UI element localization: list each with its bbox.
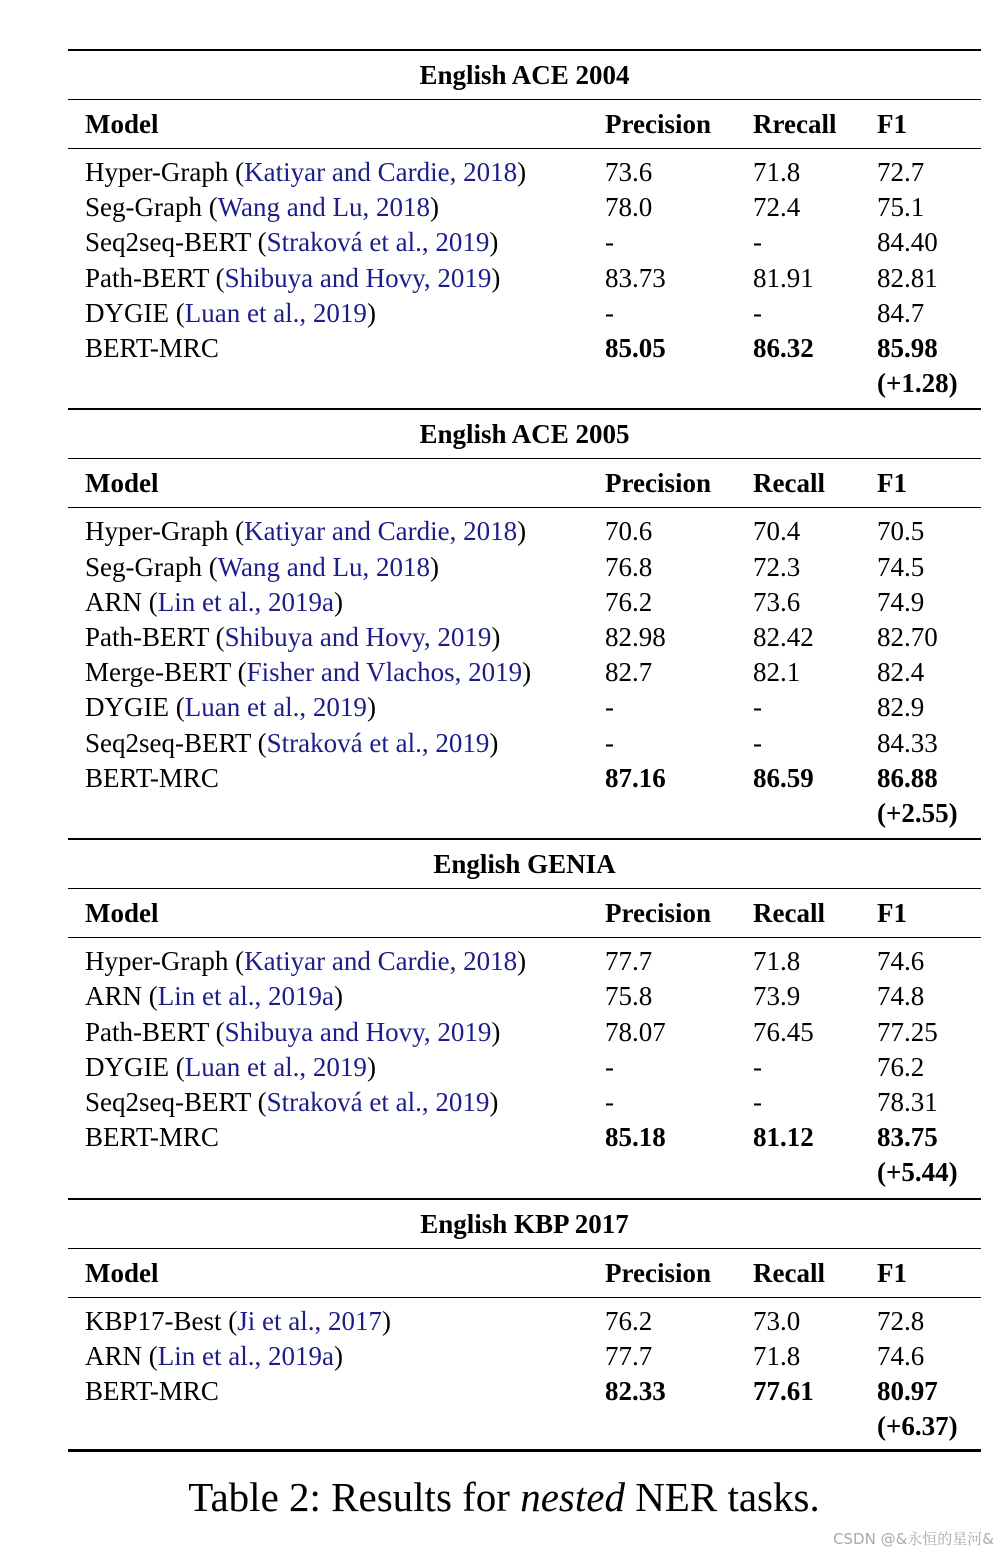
citation-link[interactable]: Katiyar and Cardie, 2018 [244, 946, 518, 977]
f1-cell: 77.25 [877, 1016, 938, 1047]
paren-open: ( [201, 192, 218, 223]
paren-close: ) [366, 1051, 376, 1082]
column-header: Precision [605, 1257, 711, 1288]
citation-link[interactable]: Straková et al., 2019 [266, 727, 490, 758]
table-row [68, 1050, 981, 1085]
precision-cell: 82.33 [605, 1376, 666, 1406]
paren-open: ( [250, 1087, 267, 1117]
table-row [68, 550, 981, 585]
model-cell [85, 1120, 219, 1155]
table-row [68, 1339, 981, 1374]
citation-link[interactable]: Luan et al., 2019 [184, 692, 367, 723]
paren-open: ( [142, 586, 158, 617]
precision-cell: 77.7 [605, 1340, 653, 1371]
model-name: ARN [85, 586, 143, 617]
column-header: Recall [753, 898, 825, 929]
table-row [68, 1304, 981, 1339]
paren-open: ( [201, 551, 218, 582]
citation-link[interactable]: Wang and Lu, 2018 [217, 551, 431, 582]
paren-close: ) [489, 1087, 499, 1117]
model-cell [85, 1304, 391, 1339]
f1-cell: 82.70 [877, 622, 938, 652]
paren-open: ( [208, 262, 225, 293]
paren-open: ( [142, 1340, 158, 1371]
f1-improvement: (+6.37) [877, 1411, 958, 1442]
paren-open: ( [228, 157, 245, 187]
table-row [68, 190, 981, 225]
table-row [68, 514, 981, 549]
model-cell [85, 550, 439, 585]
f1-improvement: (+2.55) [877, 798, 958, 828]
table-row [68, 979, 981, 1014]
precision-cell: 85.18 [605, 1122, 666, 1153]
table-row [68, 1085, 981, 1120]
f1-cell: 86.88 [877, 762, 938, 793]
model-cell [85, 979, 343, 1014]
column-header: F1 [877, 1257, 907, 1288]
model-cell [85, 155, 526, 190]
horizontal-rule [68, 937, 981, 938]
model-cell [85, 1085, 498, 1120]
column-header: Precision [605, 109, 711, 139]
table-row [68, 655, 981, 690]
precision-cell: - [605, 227, 614, 258]
paren-close: ) [366, 692, 376, 723]
paren-open: ( [250, 227, 267, 258]
citation-link[interactable]: Ji et al., 2017 [237, 1305, 383, 1336]
recall-cell: 81.91 [753, 262, 814, 293]
paren-close: ) [491, 262, 501, 293]
paren-open: ( [142, 981, 158, 1012]
horizontal-rule [68, 49, 981, 51]
recall-cell: 70.4 [753, 516, 801, 547]
model-cell [85, 585, 343, 620]
table-row [68, 726, 981, 761]
paren-close: ) [333, 981, 343, 1012]
citation-link[interactable]: Fisher and Vlachos, 2019 [246, 657, 523, 688]
precision-cell: 76.2 [605, 1305, 653, 1336]
paren-close: ) [333, 586, 343, 617]
model-name: KBP17-Best [85, 1305, 222, 1336]
horizontal-rule [68, 888, 981, 889]
recall-cell: - [753, 227, 762, 258]
column-header: Rrecall [753, 109, 837, 139]
model-name: Path-BERT [85, 622, 209, 652]
recall-cell: - [753, 692, 762, 723]
precision-cell: 85.05 [605, 333, 666, 363]
model-name: Hyper-Graph [85, 157, 229, 187]
f1-cell: 82.9 [877, 692, 925, 723]
model-name: BERT-MRC [85, 762, 219, 793]
column-header: Model [85, 1257, 159, 1288]
model-name: Seq2seq-BERT [85, 1087, 251, 1117]
table-row [68, 1015, 981, 1050]
precision-cell: 78.07 [605, 1016, 666, 1047]
model-name: ARN [85, 1340, 143, 1371]
paren-close: ) [517, 516, 527, 547]
precision-cell: 75.8 [605, 981, 653, 1012]
model-name: BERT-MRC [85, 1376, 219, 1406]
f1-cell: 74.8 [877, 981, 925, 1012]
citation-link[interactable]: Luan et al., 2019 [184, 1051, 367, 1082]
table-row [68, 944, 981, 979]
table-row [68, 690, 981, 725]
section-title: English KBP 2017 [420, 1208, 629, 1239]
table-row [68, 620, 981, 655]
recall-cell: 82.1 [753, 657, 801, 688]
paren-open: ( [221, 1305, 238, 1336]
recall-cell: 72.4 [753, 192, 801, 223]
f1-improvement: (+1.28) [877, 368, 958, 399]
column-header: Recall [753, 1257, 825, 1288]
model-name: DYGIE [85, 297, 169, 328]
paren-open: ( [168, 297, 185, 328]
column-header: F1 [877, 109, 907, 139]
f1-cell: 72.8 [877, 1305, 925, 1336]
paren-close: ) [382, 1305, 392, 1336]
precision-cell: 87.16 [605, 762, 666, 793]
precision-cell: 76.2 [605, 586, 653, 617]
paren-close: ) [491, 622, 501, 652]
paren-open: ( [250, 727, 267, 758]
model-cell [85, 1015, 500, 1050]
section-title: English ACE 2004 [419, 60, 630, 90]
model-cell [85, 261, 500, 296]
model-name: Merge-BERT [85, 657, 231, 688]
paren-close: ) [430, 551, 440, 582]
precision-cell: - [605, 1087, 614, 1117]
model-name: ARN [85, 981, 143, 1012]
model-name: BERT-MRC [85, 1122, 219, 1153]
column-header: F1 [877, 898, 907, 929]
recall-cell: 81.12 [753, 1122, 814, 1153]
f1-cell: 84.33 [877, 727, 938, 758]
section-title: English ACE 2005 [419, 419, 630, 450]
citation-link[interactable]: Straková et al., 2019 [266, 1087, 490, 1117]
model-cell [85, 514, 526, 549]
model-name: Seq2seq-BERT [85, 727, 251, 758]
model-cell [85, 944, 526, 979]
recall-cell: - [753, 297, 762, 328]
precision-cell: 73.6 [605, 157, 653, 187]
citation-link[interactable]: Shibuya and Hovy, 2019 [224, 622, 492, 652]
paren-open: ( [228, 946, 245, 977]
precision-cell: - [605, 1051, 614, 1082]
table-row [68, 331, 981, 366]
model-cell [85, 620, 500, 655]
precision-cell: - [605, 692, 614, 723]
f1-cell: 78.31 [877, 1087, 938, 1117]
paren-close: ) [366, 297, 376, 328]
paren-close: ) [430, 192, 440, 223]
table-row [68, 585, 981, 620]
precision-cell: 83.73 [605, 262, 666, 293]
recall-cell: 77.61 [753, 1376, 814, 1406]
recall-cell: 86.59 [753, 762, 814, 793]
f1-cell: 74.9 [877, 586, 925, 617]
model-name: Hyper-Graph [85, 946, 229, 977]
f1-cell: 84.7 [877, 297, 925, 328]
model-cell [85, 331, 219, 366]
horizontal-rule [68, 838, 981, 840]
paren-open: ( [208, 622, 225, 652]
model-cell [85, 190, 439, 225]
model-cell [85, 296, 376, 331]
model-name: Path-BERT [85, 262, 209, 293]
model-name: Seg-Graph [85, 192, 202, 223]
model-cell [85, 726, 498, 761]
model-cell [85, 690, 376, 725]
horizontal-rule [68, 507, 981, 508]
table-row [68, 761, 981, 796]
paren-open: ( [168, 1051, 185, 1082]
paren-open: ( [208, 1016, 225, 1047]
f1-cell: 82.81 [877, 262, 938, 293]
citation-link[interactable]: Lin et al., 2019a [157, 981, 334, 1012]
recall-cell: 86.32 [753, 333, 814, 363]
f1-cell: 83.75 [877, 1122, 938, 1153]
precision-cell: - [605, 297, 614, 328]
table-row [68, 1374, 981, 1409]
column-header: Precision [605, 468, 711, 499]
column-header: F1 [877, 468, 907, 499]
horizontal-rule [68, 1198, 981, 1200]
recall-cell: - [753, 1051, 762, 1082]
caption-suffix: NER tasks. [624, 1474, 820, 1520]
paren-open: ( [168, 692, 185, 723]
paren-close: ) [517, 946, 527, 977]
model-name: DYGIE [85, 692, 169, 723]
f1-cell: 84.40 [877, 227, 938, 258]
precision-cell: 78.0 [605, 192, 653, 223]
precision-cell: 82.98 [605, 622, 666, 652]
column-header: Model [85, 109, 159, 139]
citation-link[interactable]: Lin et al., 2019a [157, 586, 334, 617]
citation-link[interactable]: Katiyar and Cardie, 2018 [244, 516, 518, 547]
table-caption [0, 1473, 1008, 1521]
column-header: Recall [753, 468, 825, 499]
horizontal-rule [68, 408, 981, 410]
model-cell [85, 225, 498, 260]
citation-link[interactable]: Katiyar and Cardie, 2018 [244, 157, 518, 187]
model-name: Seq2seq-BERT [85, 227, 251, 258]
table-row [68, 261, 981, 296]
f1-cell: 74.6 [877, 946, 925, 977]
paren-open: ( [228, 516, 245, 547]
recall-cell: 72.3 [753, 551, 801, 582]
f1-cell: 74.5 [877, 551, 925, 582]
horizontal-rule [68, 1248, 981, 1249]
model-name: Hyper-Graph [85, 516, 229, 547]
horizontal-rule [68, 99, 981, 100]
model-cell [85, 655, 531, 690]
model-cell [85, 1374, 219, 1409]
f1-cell: 70.5 [877, 516, 925, 547]
recall-cell: 71.8 [753, 946, 801, 977]
f1-improvement: (+5.44) [877, 1157, 958, 1188]
recall-cell: 73.9 [753, 981, 801, 1012]
model-cell [85, 1050, 376, 1085]
paren-close: ) [522, 657, 532, 688]
table-row [68, 155, 981, 190]
recall-cell: - [753, 727, 762, 758]
paren-close: ) [489, 227, 499, 258]
model-name: Path-BERT [85, 1016, 209, 1047]
citation-link[interactable]: Luan et al., 2019 [184, 297, 367, 328]
paren-close: ) [333, 1340, 343, 1371]
f1-cell: 82.4 [877, 657, 925, 688]
citation-link[interactable]: Shibuya and Hovy, 2019 [224, 1016, 492, 1047]
column-header: Precision [605, 898, 711, 929]
horizontal-rule [68, 458, 981, 459]
paren-open: ( [230, 657, 247, 688]
model-cell [85, 761, 219, 796]
recall-cell: - [753, 1087, 762, 1117]
precision-cell: 77.7 [605, 946, 653, 977]
f1-cell: 75.1 [877, 192, 925, 223]
paren-close: ) [491, 1016, 501, 1047]
paren-close: ) [517, 157, 527, 187]
model-cell [85, 1339, 343, 1374]
precision-cell: 82.7 [605, 657, 653, 688]
caption-emphasis: nested [520, 1474, 625, 1520]
recall-cell: 73.0 [753, 1305, 801, 1336]
f1-cell: 80.97 [877, 1376, 938, 1406]
table-row [68, 1120, 981, 1155]
horizontal-rule [68, 1449, 981, 1452]
watermark: CSDN @&永恒的星河& [833, 1530, 994, 1548]
table-row [68, 296, 981, 331]
horizontal-rule [68, 148, 981, 149]
citation-link[interactable]: Shibuya and Hovy, 2019 [224, 262, 492, 293]
model-name: BERT-MRC [85, 333, 219, 363]
f1-cell: 74.6 [877, 1340, 925, 1371]
precision-cell: 70.6 [605, 516, 653, 547]
recall-cell: 73.6 [753, 586, 801, 617]
recall-cell: 71.8 [753, 1340, 801, 1371]
f1-cell: 85.98 [877, 333, 938, 363]
recall-cell: 76.45 [753, 1016, 814, 1047]
precision-cell: 76.8 [605, 551, 653, 582]
model-name: DYGIE [85, 1051, 169, 1082]
column-header: Model [85, 898, 159, 929]
caption-prefix: Table 2: Results for [188, 1474, 521, 1520]
f1-cell: 76.2 [877, 1051, 925, 1082]
f1-cell: 72.7 [877, 157, 925, 187]
section-title: English GENIA [433, 849, 616, 880]
recall-cell: 82.42 [753, 622, 814, 652]
horizontal-rule [68, 1297, 981, 1298]
paren-close: ) [489, 727, 499, 758]
column-header: Model [85, 468, 159, 499]
citation-link[interactable]: Wang and Lu, 2018 [217, 192, 431, 223]
citation-link[interactable]: Lin et al., 2019a [157, 1340, 334, 1371]
citation-link[interactable]: Straková et al., 2019 [266, 227, 490, 258]
table-row [68, 225, 981, 260]
precision-cell: - [605, 727, 614, 758]
model-name: Seg-Graph [85, 551, 202, 582]
recall-cell: 71.8 [753, 157, 801, 187]
